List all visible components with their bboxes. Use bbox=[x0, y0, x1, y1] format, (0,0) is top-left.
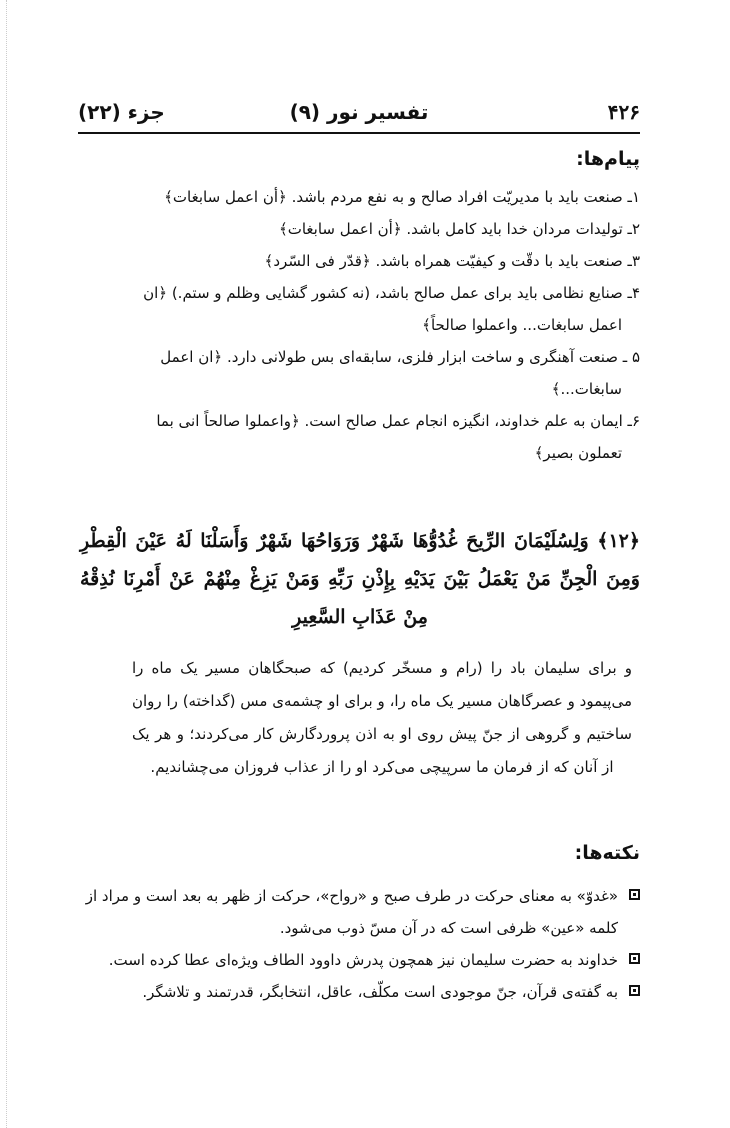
message-item: ۳ـ صنعت باید با دقّت و کیفیّت همراه باشد. ﴿قدّر فی السّرد﴾ bbox=[264, 252, 640, 270]
square-bullet-icon bbox=[629, 985, 640, 996]
message-line: ۴ـ صنایع نظامی باید برای عمل صالح باشد، (نه کشور گشایی وظلم و ستم.) ﴿ان bbox=[143, 284, 640, 302]
quran-verse: ﴿۱۲﴾ وَلِسُلَيْمَانَ الرِّيحَ غُدُوُّهَا شَهْرٌ وَرَوَاحُهَا شَهْرٌ وَأَسَلْنَا لَهُ عَيْنَ الْقِطْرِ وَمِنَ الْجِنِّ مَنْ يَعْمَلُ بَيْنَ يَدَيْهِ بِإِذْنِ رَبِّهِ وَمَنْ يَزِغْ مِنْهُمْ عَنْ أَمْرِنَا نُذِقْهُ مِنْ عَذَابِ السَّعِيرِ bbox=[80, 530, 640, 628]
note-item bbox=[80, 944, 640, 976]
verse-translation: و برای سلیمان باد را (رام و مسخّر کردیم) که صبحگاهان مسیر یک ماه را می‌پیمود و عصرگاهان مسیر یک ماه را، و برای او چشمه‌ی مس (گداخته) را روان ساختیم و گروهی از جنّ پیش روی او به اذن پروردگارش کار می‌کردند؛ و هر یک از آنان که از فرمان ما سرپیچی می‌کرد او را از عذاب فروزان می‌چشاندیم. bbox=[132, 659, 632, 776]
message-line: ۶ـ ایمان به علم خداوند، انگیزه انجام عمل صالح است. ﴿واعملوا صالحاً انی بما bbox=[156, 412, 640, 430]
note-item bbox=[80, 976, 640, 1008]
message-line-continued: اعمل سابغات... واعملوا صالحاً﴾ bbox=[422, 316, 622, 334]
book-title: تفسیر نور (۹) bbox=[289, 100, 429, 124]
message-item: ۲ـ تولیدات مردان خدا باید کامل باشد. ﴿أن اعمل سابغات﴾ bbox=[278, 220, 640, 238]
page-header bbox=[78, 100, 640, 130]
message-line-continued: تعملون بصیر﴾ bbox=[534, 444, 622, 462]
messages-heading: پیام‌ها: bbox=[576, 148, 640, 170]
note-item bbox=[80, 880, 640, 944]
message-item bbox=[80, 405, 640, 469]
square-bullet-icon bbox=[629, 889, 640, 900]
notes-heading: نکته‌ها: bbox=[574, 842, 640, 864]
message-item bbox=[80, 341, 640, 405]
message-line: ۵ ـ صنعت آهنگری و ساخت ابزار فلزی، سابقه‌ای بس طولانی دارد. ﴿ان اعمل bbox=[160, 348, 640, 366]
page-edge-line bbox=[6, 0, 7, 1128]
note-text: خداوند به حضرت سلیمان نیز همچون پدرش داوود الطاف ویژه‌ای عطا کرده است. bbox=[108, 951, 618, 969]
note-text: به گفته‌ی قرآن، جنّ موجودی است مکلّف، عاقل، انتخابگر، قدرتمند و تلاشگر. bbox=[142, 983, 618, 1001]
message-line-continued: سابغات...﴾ bbox=[551, 380, 622, 398]
square-bullet-icon bbox=[629, 953, 640, 964]
note-text: «غدوّ» به معنای حرکت در طرف صبح و «رواح»، حرکت از ظهر به بعد است و مراد از کلمه «عین» ظرفی است که در آن مسّ ذوب می‌شود. bbox=[85, 887, 618, 937]
message-item: ۱ـ صنعت باید با مدیریّت افراد صالح و به نفع مردم باشد. ﴿أن اعمل سابغات﴾ bbox=[164, 188, 640, 206]
header-divider bbox=[78, 132, 640, 134]
page-number: ۴۲۶ bbox=[607, 100, 640, 124]
messages-list bbox=[80, 181, 640, 469]
notes-list bbox=[80, 880, 640, 1008]
message-item bbox=[80, 277, 640, 341]
part-number: جزء (۲۲) bbox=[78, 100, 165, 124]
